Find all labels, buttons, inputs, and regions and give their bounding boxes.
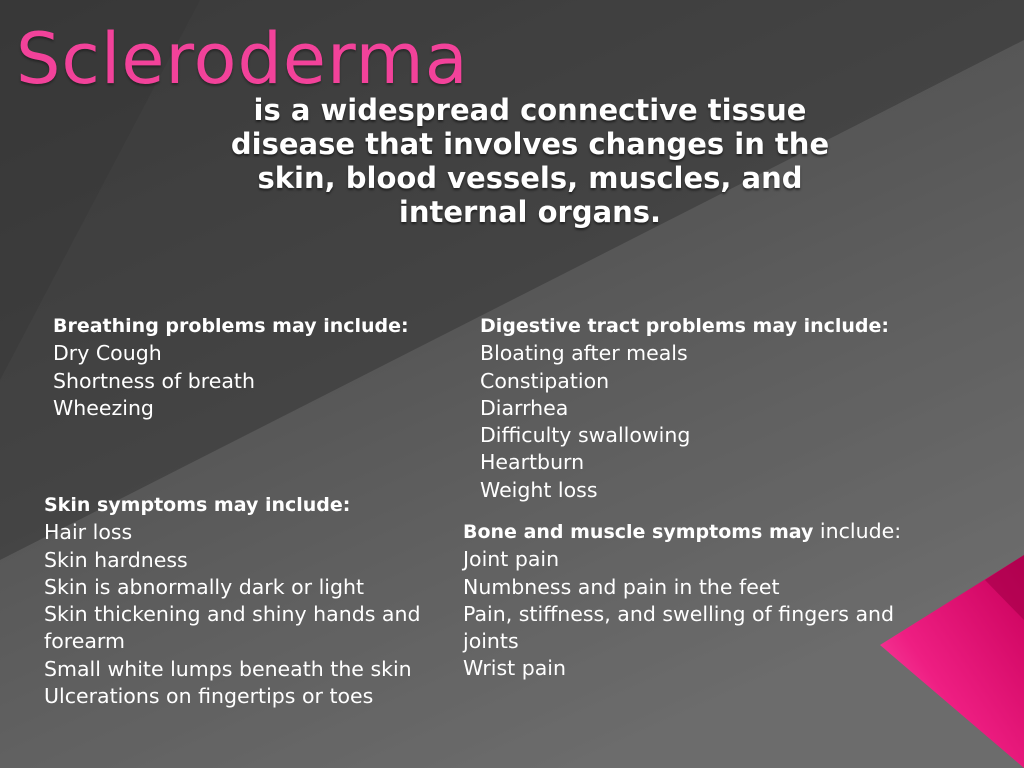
list-item: Skin is abnormally dark or light (44, 574, 365, 599)
list-item: Difficulty swallowing (480, 423, 691, 448)
list-item: Wheezing (53, 395, 154, 420)
list-item: Constipation (480, 368, 610, 393)
list-item: Skin hardness (44, 547, 188, 572)
list-item: Diarrhea (480, 395, 569, 420)
list-item: Weight loss (480, 477, 598, 502)
breathing-heading: Breathing problems may include: (53, 315, 409, 337)
skin-heading: Skin symptoms may include: (44, 494, 351, 516)
list-item: Wrist pain (463, 656, 566, 681)
list-item: Small white lumps beneath the skin (44, 656, 412, 681)
slide-subtitle: is a widespread connective tissue disease that involves changes in the skin, blood vessels, muscles, and internal organs. (230, 93, 830, 229)
list-item: Skin thickening and shiny hands and forearm (44, 602, 421, 654)
skin-symptoms-section (44, 492, 454, 710)
bone-heading (463, 518, 933, 546)
digestive-problems-section (480, 313, 960, 504)
list-item: Pain, stiffness, and swelling of fingers and joints (463, 601, 895, 654)
list-item: Dry Cough (53, 341, 162, 366)
digestive-heading: Digestive tract problems may include: (480, 315, 890, 337)
bone-heading-rest: include: (813, 519, 902, 543)
list-item: Hair loss (44, 520, 133, 545)
bone-muscle-symptoms-section (463, 518, 933, 683)
slide-title: Scleroderma (16, 18, 469, 100)
list-item: Heartburn (480, 450, 585, 475)
bone-heading-bold: Bone and muscle symptoms may (463, 521, 814, 543)
list-item: Joint pain (463, 547, 560, 572)
list-item: Bloating after meals (480, 341, 688, 366)
list-item: Numbness and pain in the feet (463, 574, 780, 599)
list-item: Shortness of breath (53, 368, 255, 393)
breathing-problems-section (53, 313, 453, 422)
list-item: Ulcerations on fingertips or toes (44, 684, 374, 709)
